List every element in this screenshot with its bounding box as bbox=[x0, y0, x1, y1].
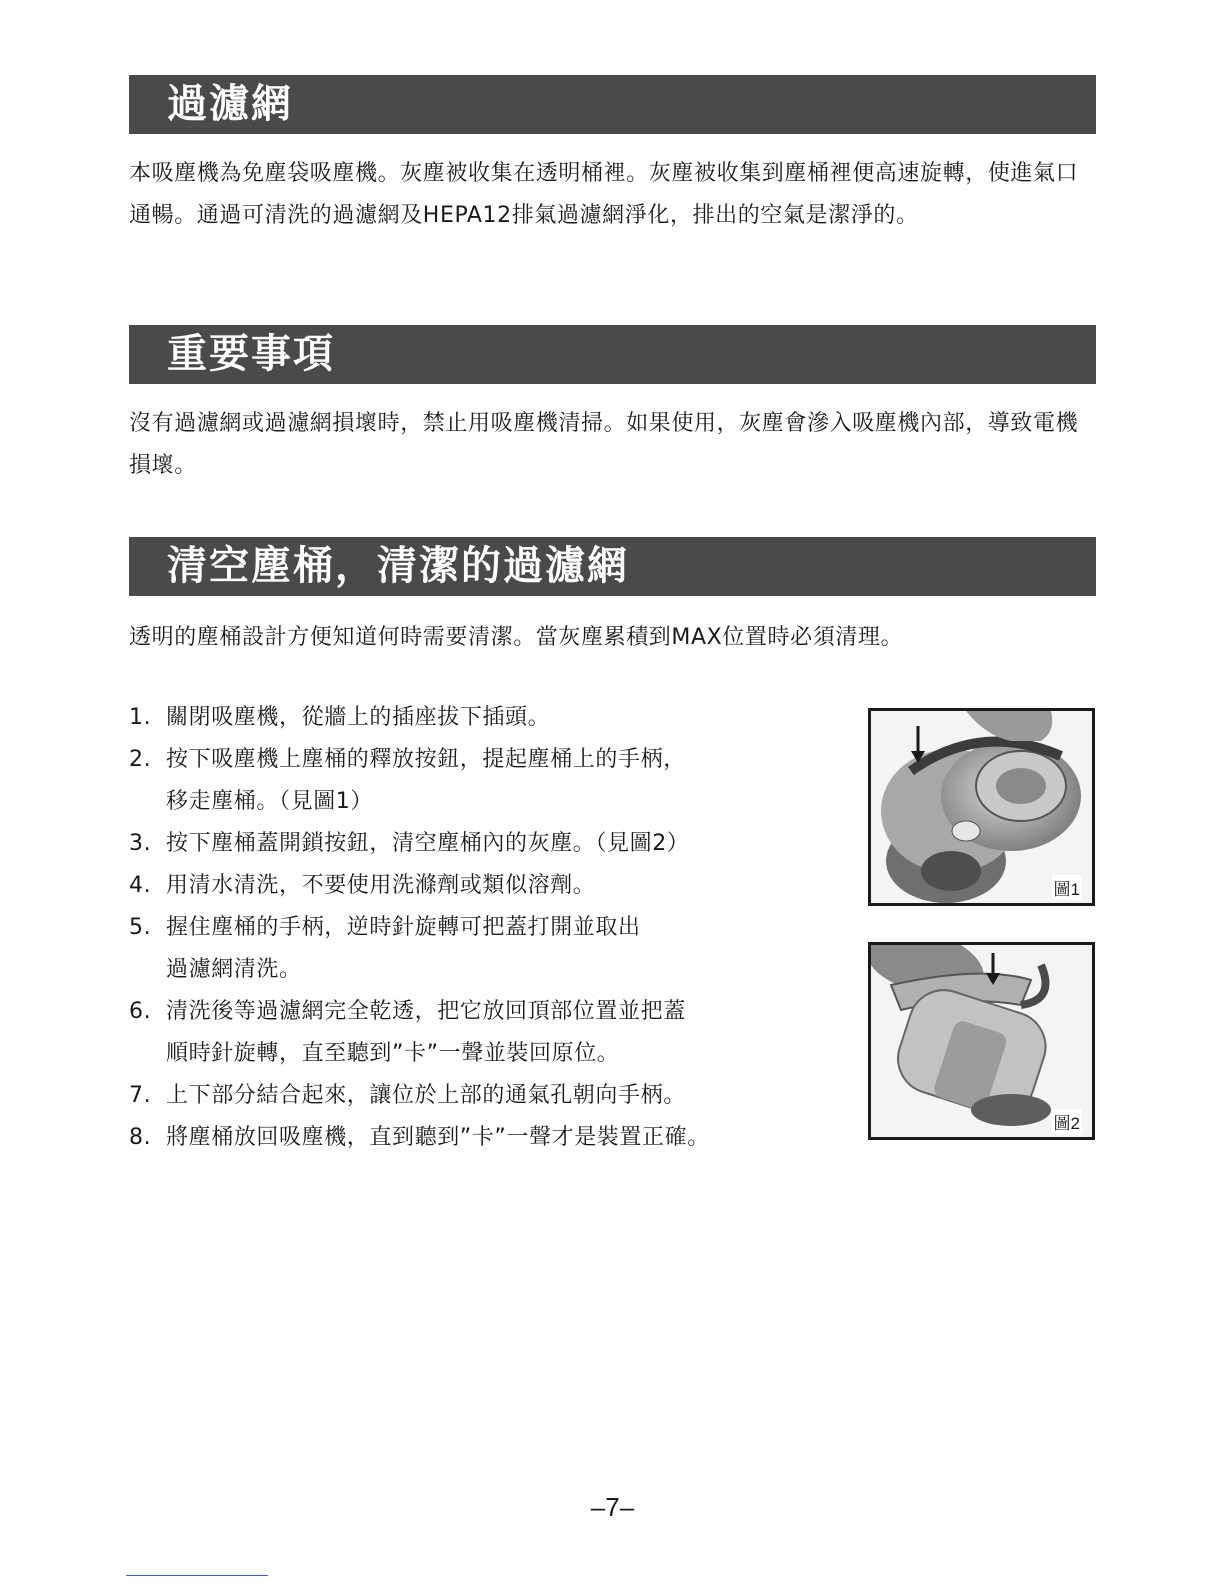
step-number: 2. bbox=[129, 747, 152, 772]
step-text: 按下吸塵機上塵桶的釋放按鈕，提起塵桶上的手柄， bbox=[166, 747, 686, 772]
figure-1 bbox=[868, 708, 1095, 906]
step-text: 按下塵桶蓋開鎖按鈕，清空塵桶內的灰塵。（見圖2） bbox=[166, 831, 690, 856]
step-number: 5. bbox=[129, 915, 152, 940]
step-number: 4. bbox=[129, 873, 152, 898]
step-number: 6. bbox=[129, 999, 152, 1024]
step-item bbox=[129, 1075, 829, 1117]
footer-rule bbox=[126, 1575, 268, 1576]
empty-bin-paragraph: 透明的塵桶設計方便知道何時需要清潔。當灰塵累積到MAX位置時必須清理。 bbox=[129, 625, 904, 650]
section-header-filter: 過濾網 bbox=[129, 75, 1096, 134]
step-text: 用清水清洗，不要使用洗滌劑或類似溶劑。 bbox=[166, 873, 596, 898]
section-header-important: 重要事項 bbox=[129, 325, 1096, 384]
step-item bbox=[129, 991, 829, 1075]
cleaning-steps-list bbox=[129, 697, 829, 1159]
step-text: 握住塵桶的手柄，逆時針旋轉可把蓋打開並取出 bbox=[166, 915, 641, 940]
step-item bbox=[129, 907, 829, 991]
section-header-empty-bin: 清空塵桶，清潔的過濾網 bbox=[129, 537, 1096, 596]
page-number: –7– bbox=[590, 1492, 635, 1522]
important-paragraph: 沒有過濾網或過濾網損壞時，禁止用吸塵機清掃。如果使用，灰塵會滲入吸塵機內部，導致電機損壞。 bbox=[129, 411, 1079, 478]
step-text: 移走塵桶。（見圖1） bbox=[166, 789, 373, 814]
step-number: 3. bbox=[129, 831, 152, 856]
figure-2 bbox=[868, 942, 1095, 1140]
step-number: 8. bbox=[129, 1125, 152, 1150]
step-text: 清洗後等過濾網完全乾透，把它放回頂部位置並把蓋 bbox=[166, 999, 686, 1024]
step-item bbox=[129, 865, 829, 907]
step-item bbox=[129, 697, 829, 739]
step-text: 順時針旋轉，直至聽到”卡”一聲並裝回原位。 bbox=[166, 1041, 620, 1066]
step-text: 上下部分結合起來，讓位於上部的通氣孔朝向手柄。 bbox=[166, 1083, 686, 1108]
step-item bbox=[129, 823, 829, 865]
step-item bbox=[129, 1117, 829, 1159]
step-item bbox=[129, 739, 829, 823]
step-text: 將塵桶放回吸塵機，直到聽到”卡”一聲才是裝置正確。 bbox=[166, 1125, 710, 1150]
figure-2-label: 圖2 bbox=[1052, 1109, 1082, 1134]
figure-1-label: 圖1 bbox=[1052, 875, 1082, 900]
step-text: 過濾網清洗。 bbox=[166, 957, 302, 982]
step-number: 1. bbox=[129, 705, 152, 730]
step-number: 7. bbox=[129, 1083, 152, 1108]
filter-paragraph: 本吸塵機為免塵袋吸塵機。灰塵被收集在透明桶裡。灰塵被收集到塵桶裡便高速旋轉，使進氣口通暢。通過可清洗的過濾網及HEPA12排氣過濾網淨化，排出的空氣是潔淨的。 bbox=[129, 161, 1079, 228]
step-text: 關閉吸塵機，從牆上的插座拔下插頭。 bbox=[166, 705, 551, 730]
